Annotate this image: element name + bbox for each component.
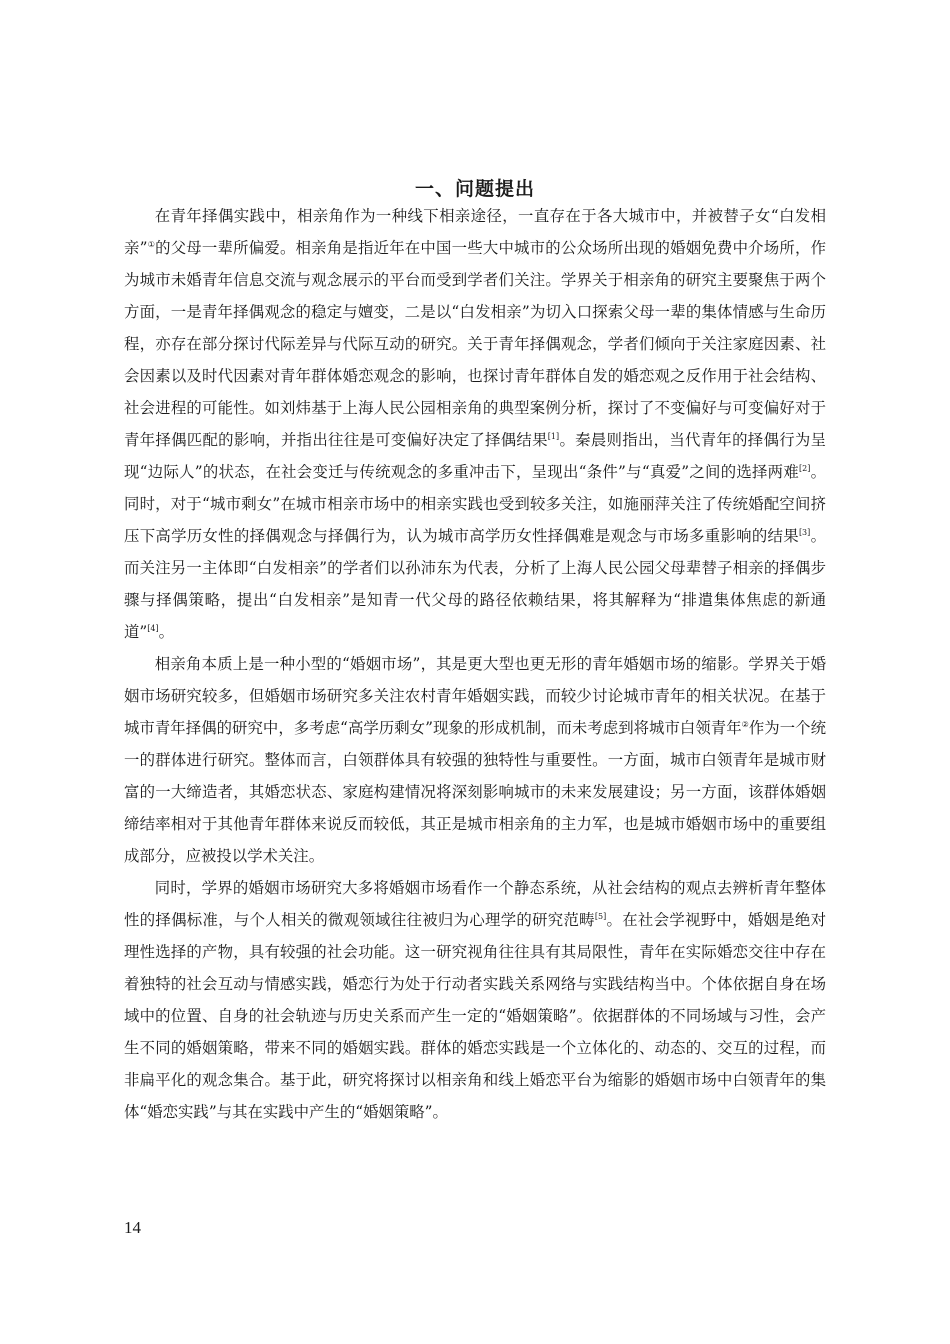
- paragraph-1: [124, 200, 826, 648]
- citation-marker: [5]: [594, 912, 607, 921]
- citation-marker: [1]: [547, 432, 560, 441]
- text-run: 作为一个统一的群体进行研究。整体而言，白领群体具有较强的独特性与重要性。一方面，城市白领青年是城市财富的一大缔造者，其婚恋状态、家庭构建情况将深刻影响城市的未来发展建设；另一方面，该群体婚姻缔结率相对于其他青年群体来说反而较低，其正是城市相亲角的主力军，也是城市婚姻市场中的重要组成部分，应被投以学术关注。: [124, 719, 826, 865]
- citation-marker: [3]: [798, 528, 811, 537]
- text-run: 在青年择偶实践中，相亲角作为一种线下相亲途径，一直存在于各大城市中，并被替子女“白发相亲”: [124, 207, 826, 257]
- paragraph-2: [124, 648, 826, 872]
- text-run: 相亲角本质上是一种小型的“婚姻市场”，其是更大型也更无形的青年婚姻市场的缩影。学界关于婚姻市场研究较多，但婚姻市场研究多关注农村青年婚姻实践，而较少讨论城市青年的相关状况。在基于城市青年择偶的研究中，多考虑“高学历剩女”现象的形成机制，而未考虑到将城市白领青年: [124, 655, 826, 737]
- text-run: 的父母一辈所偏爱。相亲角是指近年在中国一些大中城市的公众场所出现的婚姻免费中介场所，作为城市未婚青年信息交流与观念展示的平台而受到学者们关注。学界关于相亲角的研究主要聚焦于两个方面，一是青年择偶观念的稳定与嬗变，二是以“白发相亲”为切入口探索父母一辈的集体情感与生命历程，亦存在部分探讨代际差异与代际互动的研究。关于青年择偶观念，学者们倾向于关注家庭因素、社会因素以及时代因素对青年群体婚恋观念的影响，也探讨青年群体自发的婚恋观之反作用于社会结构、社会进程的可能性。如刘炜基于上海人民公园相亲角的典型案例分析，探讨了不变偏好与可变偏好对于青年择偶匹配的影响，并指出往往是可变偏好决定了择偶结果: [124, 239, 826, 449]
- body-text: [124, 200, 826, 1128]
- text-run: 。在社会学视野中，婚姻是绝对理性选择的产物，具有较强的社会功能。这一研究视角往往具有其局限性，青年在实际婚恋交往中存在着独特的社会互动与情感实践，婚恋行为处于行动者实践关系网络与实践结构当中。个体依据自身在场域中的位置、自身的社会轨迹与历史关系而产生一定的“婚姻策略”。依据群体的不同场域与习性，会产生不同的婚姻策略，带来不同的婚姻实践。群体的婚恋实践是一个立体化的、动态的、交互的过程，而非扁平化的观念集合。基于此，研究将探讨以相亲角和线上婚恋平台为缩影的婚姻市场中白领青年的集体“婚恋实践”与其在实践中产生的“婚姻策略”。: [124, 911, 826, 1121]
- text-run: 。: [158, 623, 175, 641]
- citation-marker: ②: [741, 720, 749, 729]
- citation-marker: ①: [147, 240, 156, 249]
- text-run: 。同时，对于“城市剩女”在城市相亲市场中的相亲实践也受到较多关注，如施丽萍关注了传统婚配空间挤压下高学历女性的择偶观念与择偶行为，认为城市高学历女性择偶难是观念与市场多重影响的结果: [124, 463, 826, 545]
- text-run: 。秦晨则指出，当代青年的择偶行为呈现“边际人”的状态，在社会变迁与传统观念的多重冲击下，呈现出“条件”与“真爱”之间的选择两难: [124, 431, 826, 481]
- citation-marker: [2]: [798, 464, 811, 473]
- section-heading: 一、问题提出: [414, 177, 535, 200]
- citation-marker: [4]: [147, 624, 159, 633]
- text-run: 同时，学界的婚姻市场研究大多将婚姻市场看作一个静态系统，从社会结构的观点去辨析青年整体性的择偶标准，与个人相关的微观领域往往被归为心理学的研究范畴: [124, 879, 826, 929]
- text-run: 。而关注另一主体即“白发相亲”的学者们以孙沛东为代表，分析了上海人民公园父母辈替子相亲的择偶步骤与择偶策略，提出“白发相亲”是知青一代父母的路径依赖结果，将其解释为“排遣集体焦虑的新通道”: [124, 527, 826, 641]
- paragraph-3: [124, 872, 826, 1128]
- page-number: 14: [124, 1218, 141, 1237]
